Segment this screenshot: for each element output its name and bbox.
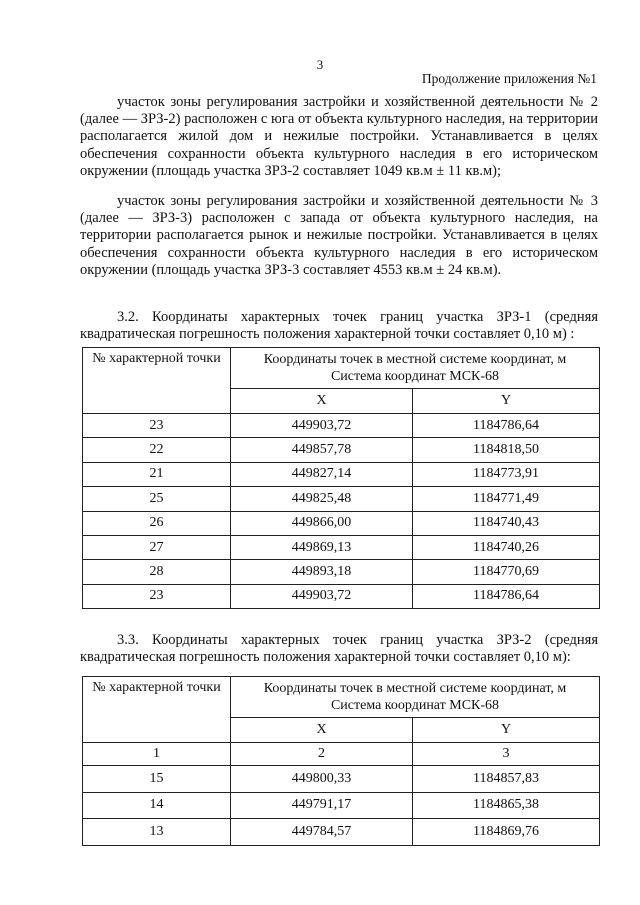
cell-x: 449893,18 xyxy=(231,560,413,584)
cell-y: 1184740,26 xyxy=(413,535,600,559)
cell-x: 449903,72 xyxy=(231,584,413,608)
cell-y: 1184786,64 xyxy=(413,414,600,438)
column-number-2: 2 xyxy=(231,743,413,766)
cell-y: 1184786,64 xyxy=(413,584,600,608)
table-row xyxy=(83,438,600,462)
cell-y: 1184740,43 xyxy=(413,511,600,535)
table-row xyxy=(83,766,600,793)
header-y: Y xyxy=(413,389,600,414)
header-point-number: № характерной точки xyxy=(83,677,231,743)
table-row xyxy=(83,414,600,438)
cell-point: 23 xyxy=(83,414,231,438)
cell-x: 449827,14 xyxy=(231,462,413,486)
table-row xyxy=(83,462,600,486)
cell-point: 27 xyxy=(83,535,231,559)
header-system-name: Система координат МСК-68 xyxy=(330,698,500,713)
page-number: 3 xyxy=(316,57,324,72)
cell-point: 28 xyxy=(83,560,231,584)
paragraph-zrz-2: участок зоны регулирования застройки и хозяйственной деятельности № 2 (далее — ЗРЗ-2) расположен с юга от объекта культурного наследия, на территории располагается жилой дом и нежилые постройки. Устанавливается в целях обеспечения сохранности объекта культурного наследия в его историческом окружении (площадь участка ЗРЗ-2 составляет 1049 кв.м ± 11 кв.м); xyxy=(80,94,598,179)
header-point-number: № характерной точки xyxy=(83,348,231,414)
table-row xyxy=(83,792,600,819)
header-coords-title: Координаты точек в местной системе координат, м xyxy=(263,352,567,367)
header-x: X xyxy=(231,718,413,743)
cell-y: 1184773,91 xyxy=(413,462,600,486)
cell-point: 15 xyxy=(83,766,231,793)
cell-y: 1184865,38 xyxy=(413,792,600,819)
coordinates-table-zrz-1 xyxy=(82,347,600,609)
cell-point: 25 xyxy=(83,487,231,511)
appendix-note: Продолжение приложения №1 xyxy=(421,71,597,86)
cell-x: 449784,57 xyxy=(231,819,413,846)
header-y: Y xyxy=(413,718,600,743)
coordinates-table-zrz-2 xyxy=(82,676,600,846)
cell-point: 22 xyxy=(83,438,231,462)
header-coordinate-system xyxy=(231,348,600,389)
table-row xyxy=(83,819,600,846)
cell-point: 23 xyxy=(83,584,231,608)
cell-x: 449800,33 xyxy=(231,766,413,793)
section-heading-3-3: 3.3. Координаты характерных точек границ участка ЗРЗ-2 (средняя квадратическая погрешность положения характерной точки составляет 0,10 м): xyxy=(80,632,598,666)
cell-x: 449791,17 xyxy=(231,792,413,819)
paragraph-zrz-3: участок зоны регулирования застройки и хозяйственной деятельности № 3 (далее — ЗРЗ-3) расположен с запада от объекта культурного наследия, на территории располагается рынок и нежилые постройки. Устанавливается в целях обеспечения сохранности объекта культурного наследия в его историческом окружении (площадь участка ЗРЗ-3 составляет 4553 кв.м ± 24 кв.м). xyxy=(80,193,598,278)
cell-point: 13 xyxy=(83,819,231,846)
header-x: X xyxy=(231,389,413,414)
cell-point: 21 xyxy=(83,462,231,486)
cell-point: 26 xyxy=(83,511,231,535)
table-row xyxy=(83,535,600,559)
table-row xyxy=(83,584,600,608)
table-row xyxy=(83,511,600,535)
cell-y: 1184857,83 xyxy=(413,766,600,793)
cell-y: 1184818,50 xyxy=(413,438,600,462)
table-row xyxy=(83,560,600,584)
cell-y: 1184869,76 xyxy=(413,819,600,846)
header-system-name: Система координат МСК-68 xyxy=(330,369,500,384)
column-numbering-row xyxy=(83,743,600,766)
header-coordinate-system xyxy=(231,677,600,718)
cell-x: 449825,48 xyxy=(231,487,413,511)
table-row xyxy=(83,487,600,511)
cell-point: 14 xyxy=(83,792,231,819)
column-number-1: 1 xyxy=(83,743,231,766)
cell-x: 449869,13 xyxy=(231,535,413,559)
section-heading-3-2: 3.2. Координаты характерных точек границ участка ЗРЗ-1 (средняя квадратическая погрешность положения характерной точки составляет 0,10 м) : xyxy=(80,309,598,343)
cell-y: 1184771,49 xyxy=(413,487,600,511)
cell-x: 449903,72 xyxy=(231,414,413,438)
cell-y: 1184770,69 xyxy=(413,560,600,584)
header-coords-title: Координаты точек в местной системе координат, м xyxy=(263,681,567,696)
column-number-3: 3 xyxy=(413,743,600,766)
cell-x: 449866,00 xyxy=(231,511,413,535)
cell-x: 449857,78 xyxy=(231,438,413,462)
